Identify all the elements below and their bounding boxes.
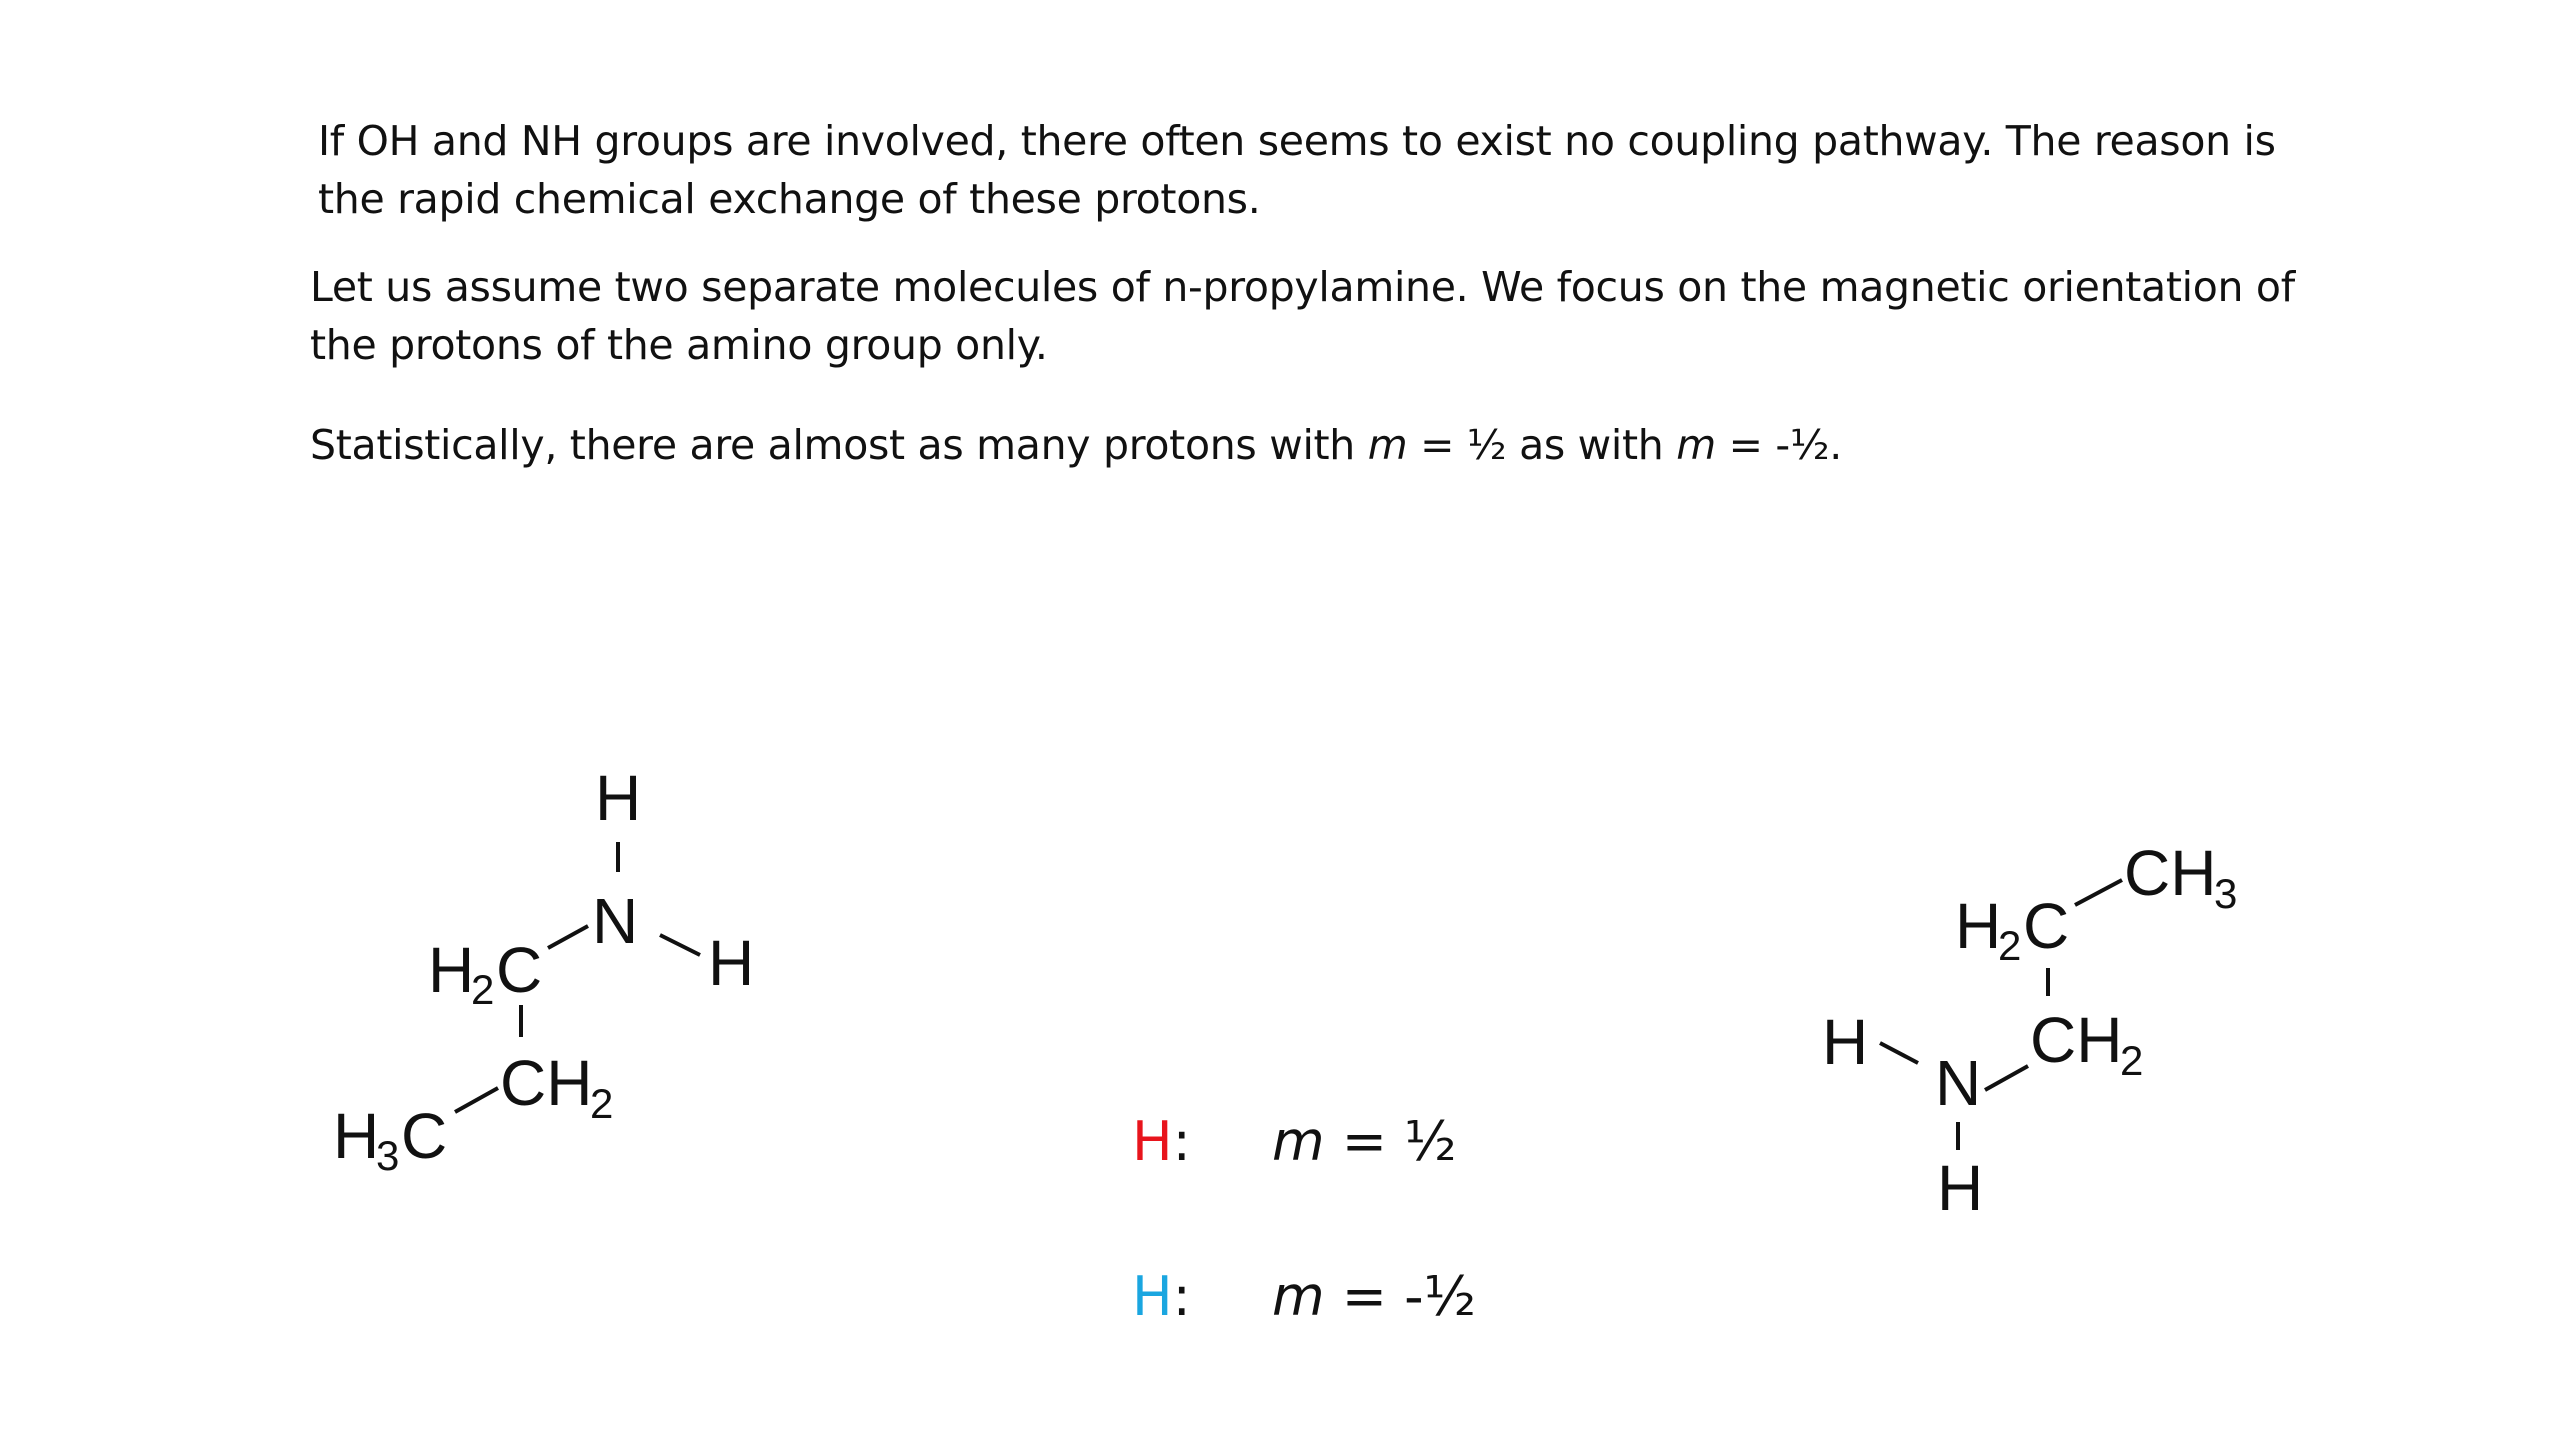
text-line: If OH and NH groups are involved, there often seems to exist no coupling pathway. The reason is	[318, 117, 2276, 165]
methylene-group	[1955, 890, 2069, 969]
c-label: C	[401, 1100, 448, 1172]
text-line: Let us assume two separate molecules of n-propylamine. We focus on the magnetic orientation of	[310, 263, 2295, 311]
text-line: the rapid chemical exchange of these protons.	[318, 175, 1261, 223]
subscript: 2	[1998, 922, 2022, 969]
bond-h-n	[1880, 1043, 1918, 1063]
ch-label: CH	[2030, 1004, 2123, 1076]
hydrogen-spin-up: H	[595, 762, 642, 834]
text-mid: = ½ as with	[1407, 421, 1677, 469]
molecule-right	[1822, 837, 2237, 1224]
c-label: C	[496, 934, 543, 1006]
legend-hydrogen-spin-up: H	[1132, 1110, 1173, 1173]
ch-label: CH	[2124, 837, 2217, 909]
subscript: 2	[2120, 1037, 2144, 1084]
variable-m: m	[1272, 1265, 1325, 1328]
subscript: 2	[471, 966, 495, 1013]
legend-spin-up	[1132, 1110, 1457, 1174]
bond-c-c	[2075, 880, 2122, 905]
legend-value: = ½	[1324, 1110, 1457, 1173]
hydrogen-spin-down: H	[1937, 1152, 1984, 1224]
h-label: H	[1955, 890, 2002, 962]
variable-m: m	[1676, 421, 1716, 469]
text-prefix: Statistically, there are almost as many protons with	[310, 421, 1368, 469]
subscript: 2	[590, 1080, 614, 1127]
legend-colon: :	[1172, 1110, 1191, 1173]
legend-value: = -½	[1324, 1265, 1477, 1328]
c-label: C	[2023, 890, 2070, 962]
nitrogen-atom: N	[1935, 1047, 1982, 1119]
variable-m: m	[1272, 1110, 1325, 1173]
hydrogen-spin-up: H	[708, 927, 755, 999]
bond-c-c	[455, 1088, 498, 1112]
legend-symbol-cell	[1132, 1265, 1272, 1329]
methylene-group	[2030, 1004, 2143, 1084]
subscript: 3	[376, 1132, 400, 1179]
methylene-group	[500, 1047, 613, 1127]
bond-n-c	[1985, 1066, 2028, 1090]
methylene-group	[428, 934, 542, 1013]
legend-hydrogen-spin-down: H	[1132, 1265, 1173, 1328]
legend-colon: :	[1172, 1265, 1191, 1328]
molecule-left	[333, 762, 754, 1179]
h-label: H	[428, 934, 475, 1006]
hydrogen-spin-down: H	[1822, 1006, 1869, 1078]
text-line: the protons of the amino group only.	[310, 321, 1048, 369]
variable-m: m	[1367, 421, 1408, 469]
ch-label: CH	[500, 1047, 593, 1119]
subscript: 3	[2214, 870, 2238, 917]
methyl-group	[333, 1100, 447, 1179]
nitrogen-atom: N	[592, 885, 639, 957]
bond-c-n	[548, 926, 588, 948]
legend-spin-down	[1132, 1265, 1476, 1329]
legend-symbol-cell	[1132, 1110, 1272, 1174]
methyl-group	[2124, 837, 2237, 917]
bond-n-h-right	[660, 935, 700, 955]
text-suffix: = -½.	[1715, 421, 1843, 469]
h-label: H	[333, 1100, 380, 1172]
